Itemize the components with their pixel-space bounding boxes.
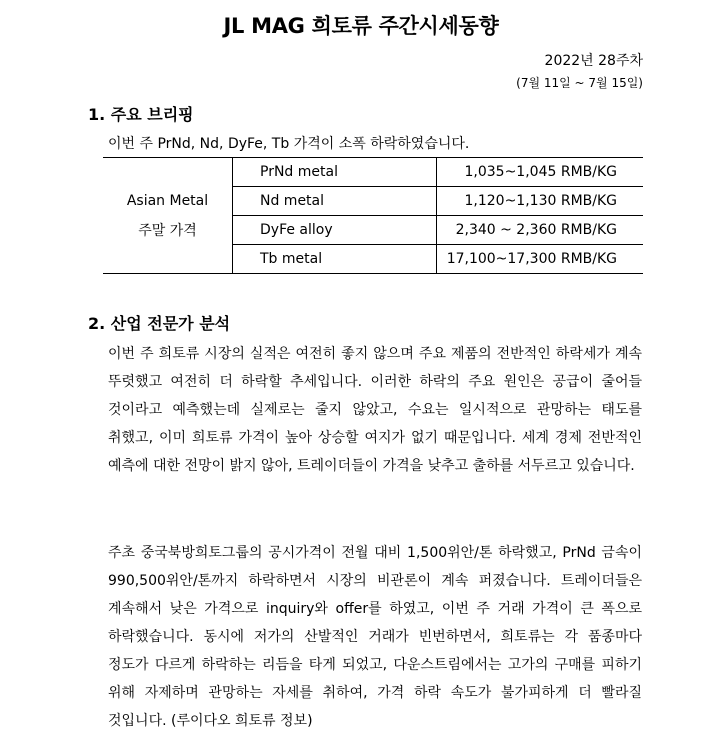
week-label: 2022년 28주차 <box>544 53 643 69</box>
briefing-summary: 이번 주 PrNd, Nd, DyFe, Tb 가격이 소폭 하락하였습니다. <box>108 136 470 152</box>
analysis-paragraph-1: 이번 주 희토류 시장의 실적은 여전히 좋지 않으며 주요 제품의 전반적인 하락세가 계속 뚜렷했고 여전히 더 하락할 추세입니다. 이러한 하락의 주요 원인은 공급이 줄어들 것이라고 예측했는데 실제로는 줄지 않았고, 수요는 일시적으로 관망하는 태도를 취했고, 이미 희토류 가격이 높아 상승할 여지가 없기 때문입니다. 세계 경제 전반적인 예측에 대한 전망이 밝지 않아, 트레이더들이 가격을 낮추고 출하를 서두르고 있습니다. <box>108 346 642 474</box>
price-cell: 1,120~1,130 RMB/KG <box>437 187 644 216</box>
material-cell: Tb metal <box>233 245 437 274</box>
table-row <box>103 158 643 187</box>
group-label-cell <box>103 158 233 274</box>
material-cell: DyFe alloy <box>233 216 437 245</box>
document-title: JL MAG 희토류 주간시세동향 <box>223 14 499 38</box>
group-label-source: Asian Metal <box>126 192 209 209</box>
material-cell: PrNd metal <box>233 158 437 187</box>
section1-heading: 1. 주요 브리핑 <box>88 105 194 124</box>
price-table <box>103 157 643 274</box>
price-cell: 1,035~1,045 RMB/KG <box>437 158 644 187</box>
analysis-paragraph-2: 주초 중국북방희토그룹의 공시가격이 전월 대비 1,500위안/톤 하락했고, PrNd 금속이 990,500위안/톤까지 하락하면서 시장의 비관론이 계속 퍼졌습니다. 트레이더들은 계속해서 낮은 가격으로 inquiry와 offer를 하였고, 이번 주 거래 가격이 큰 폭으로 하락했습니다. 동시에 저가의 산발적인 거래가 빈번하면서, 희토류는 각 품종마다 정도가 다르게 하락하는 리듬을 타게 되었고, 다운스트림에서는 고가의 구매를 피하기 위해 자제하며 관망하는 자세를 취하여, 가격 하락 속도가 불가피하게 더 빨라질 것입니다. (루이다오 희토류 정보) <box>108 545 642 729</box>
price-cell: 17,100~17,300 RMB/KG <box>437 245 644 274</box>
material-cell: Nd metal <box>233 187 437 216</box>
group-label-type: 주말 가격 <box>138 222 197 239</box>
price-cell: 2,340 ~ 2,360 RMB/KG <box>437 216 644 245</box>
section2-heading: 2. 산업 전문가 분석 <box>88 314 231 333</box>
date-range: (7월 11일 ~ 7월 15일) <box>516 76 643 90</box>
